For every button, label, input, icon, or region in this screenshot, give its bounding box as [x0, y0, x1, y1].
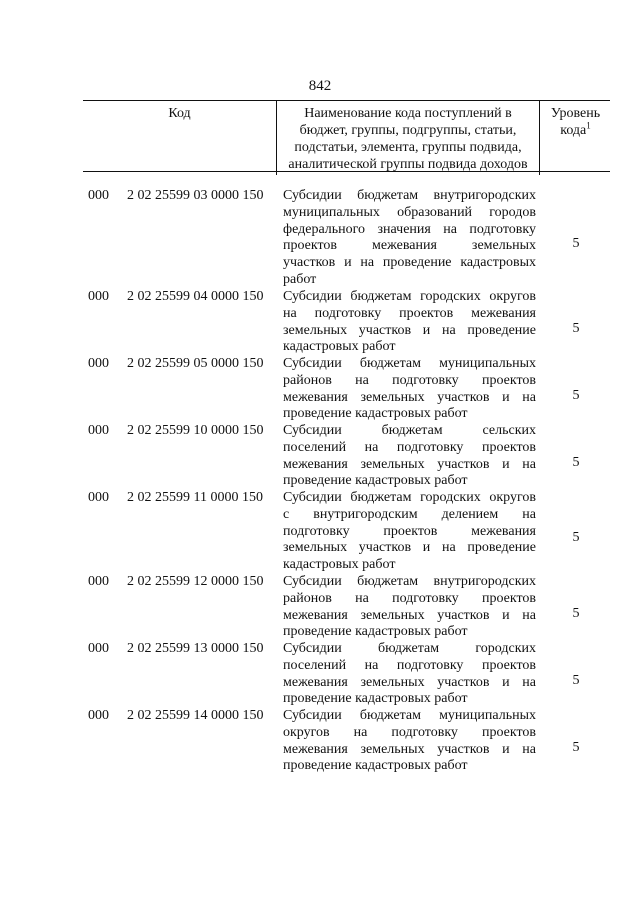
row-level: 5	[572, 388, 580, 403]
row-group-code: 000	[88, 641, 109, 656]
row-name-line: с внутригородским делением на	[283, 506, 536, 522]
row-level: 5	[572, 321, 580, 336]
row-level: 5	[572, 606, 580, 621]
row-name-line: подготовку проектов межевания	[283, 523, 536, 539]
row-name-line: проведение кадастровых работ	[283, 758, 468, 774]
row-name	[283, 356, 536, 423]
row-name-line: проведение кадастровых работ	[283, 406, 468, 422]
row-income-code: 2 02 25599 14 0000 150	[127, 708, 264, 723]
row-name-line: Субсидии бюджетам сельских	[283, 423, 536, 438]
row-name-line: межевания земельных участков и на	[283, 389, 536, 405]
row-name-line: Субсидии бюджетам городских округов	[283, 490, 536, 505]
page-number: 842	[308, 78, 332, 94]
row-group-code: 000	[88, 490, 109, 505]
row-level: 5	[572, 740, 580, 755]
row-name-line: поселений на подготовку проектов	[283, 657, 536, 673]
row-name-line: земельных участков и на проведение	[283, 322, 536, 338]
row-level: 5	[572, 236, 580, 251]
row-name-line: федерального значения на подготовку	[283, 221, 536, 237]
row-name-line: округов на подготовку проектов	[283, 724, 536, 740]
row-name-line: межевания земельных участков и на	[283, 741, 536, 757]
header-name: Наименование кода поступлений в бюджет, группы, подгруппы, статьи, подстатьи, элемента, группы подвида, аналитической группы подвида доходов	[277, 101, 540, 175]
row-name	[283, 708, 536, 775]
row-group-code: 000	[88, 574, 109, 589]
row-name-line: проведение кадастровых работ	[283, 691, 468, 707]
header-level	[541, 101, 610, 175]
row-income-code: 2 02 25599 05 0000 150	[127, 356, 264, 371]
row-income-code: 2 02 25599 03 0000 150	[127, 188, 264, 203]
header-level-label: Уровень кода	[550, 106, 601, 138]
row-name	[283, 289, 536, 356]
row-name-line: участков и на проведение кадастровых	[283, 255, 536, 271]
row-name-line: муниципальных образований городов	[283, 204, 536, 220]
row-name-line: Субсидии бюджетам муниципальных	[283, 708, 536, 723]
row-name-line: районов на подготовку проектов	[283, 590, 536, 606]
row-income-code: 2 02 25599 11 0000 150	[127, 490, 263, 505]
row-name-line: Субсидии бюджетам внутригородских	[283, 574, 536, 589]
row-group-code: 000	[88, 708, 109, 723]
row-income-code: 2 02 25599 10 0000 150	[127, 423, 264, 438]
row-group-code: 000	[88, 423, 109, 438]
row-name-line: Субсидии бюджетам муниципальных	[283, 356, 536, 371]
row-name	[283, 423, 536, 490]
row-group-code: 000	[88, 289, 109, 304]
header-level-footnote: 1	[586, 120, 591, 131]
row-name	[283, 641, 536, 708]
row-group-code: 000	[88, 356, 109, 371]
row-level: 5	[572, 530, 580, 545]
row-name-line: кадастровых работ	[283, 557, 396, 573]
row-income-code: 2 02 25599 13 0000 150	[127, 641, 264, 656]
row-name	[283, 574, 536, 641]
row-name-line: Субсидии бюджетам внутригородских	[283, 188, 536, 203]
row-name	[283, 188, 536, 289]
row-name-line: проектов межевания земельных	[283, 238, 536, 254]
row-income-code: 2 02 25599 12 0000 150	[127, 574, 264, 589]
row-name-line: работ	[283, 271, 317, 287]
row-level: 5	[572, 673, 580, 688]
row-name-line: районов на подготовку проектов	[283, 372, 536, 388]
row-name-line: проведение кадастровых работ	[283, 473, 468, 489]
row-income-code: 2 02 25599 04 0000 150	[127, 289, 264, 304]
row-name-line: проведение кадастровых работ	[283, 624, 468, 640]
row-group-code: 000	[88, 188, 109, 203]
row-name-line: земельных участков и на проведение	[283, 540, 536, 556]
row-level: 5	[572, 455, 580, 470]
row-name-line: межевания земельных участков и на	[283, 674, 536, 690]
header-code: Код	[83, 101, 277, 175]
row-name-line: поселений на подготовку проектов	[283, 439, 536, 455]
table-header	[83, 100, 610, 172]
row-name-line: кадастровых работ	[283, 339, 396, 355]
row-name-line: на подготовку проектов межевания	[283, 305, 536, 321]
row-name	[283, 490, 536, 574]
row-name-line: Субсидии бюджетам городских	[283, 641, 536, 656]
row-name-line: межевания земельных участков и на	[283, 607, 536, 623]
row-name-line: межевания земельных участков и на	[283, 456, 536, 472]
row-name-line: Субсидии бюджетам городских округов	[283, 289, 536, 304]
